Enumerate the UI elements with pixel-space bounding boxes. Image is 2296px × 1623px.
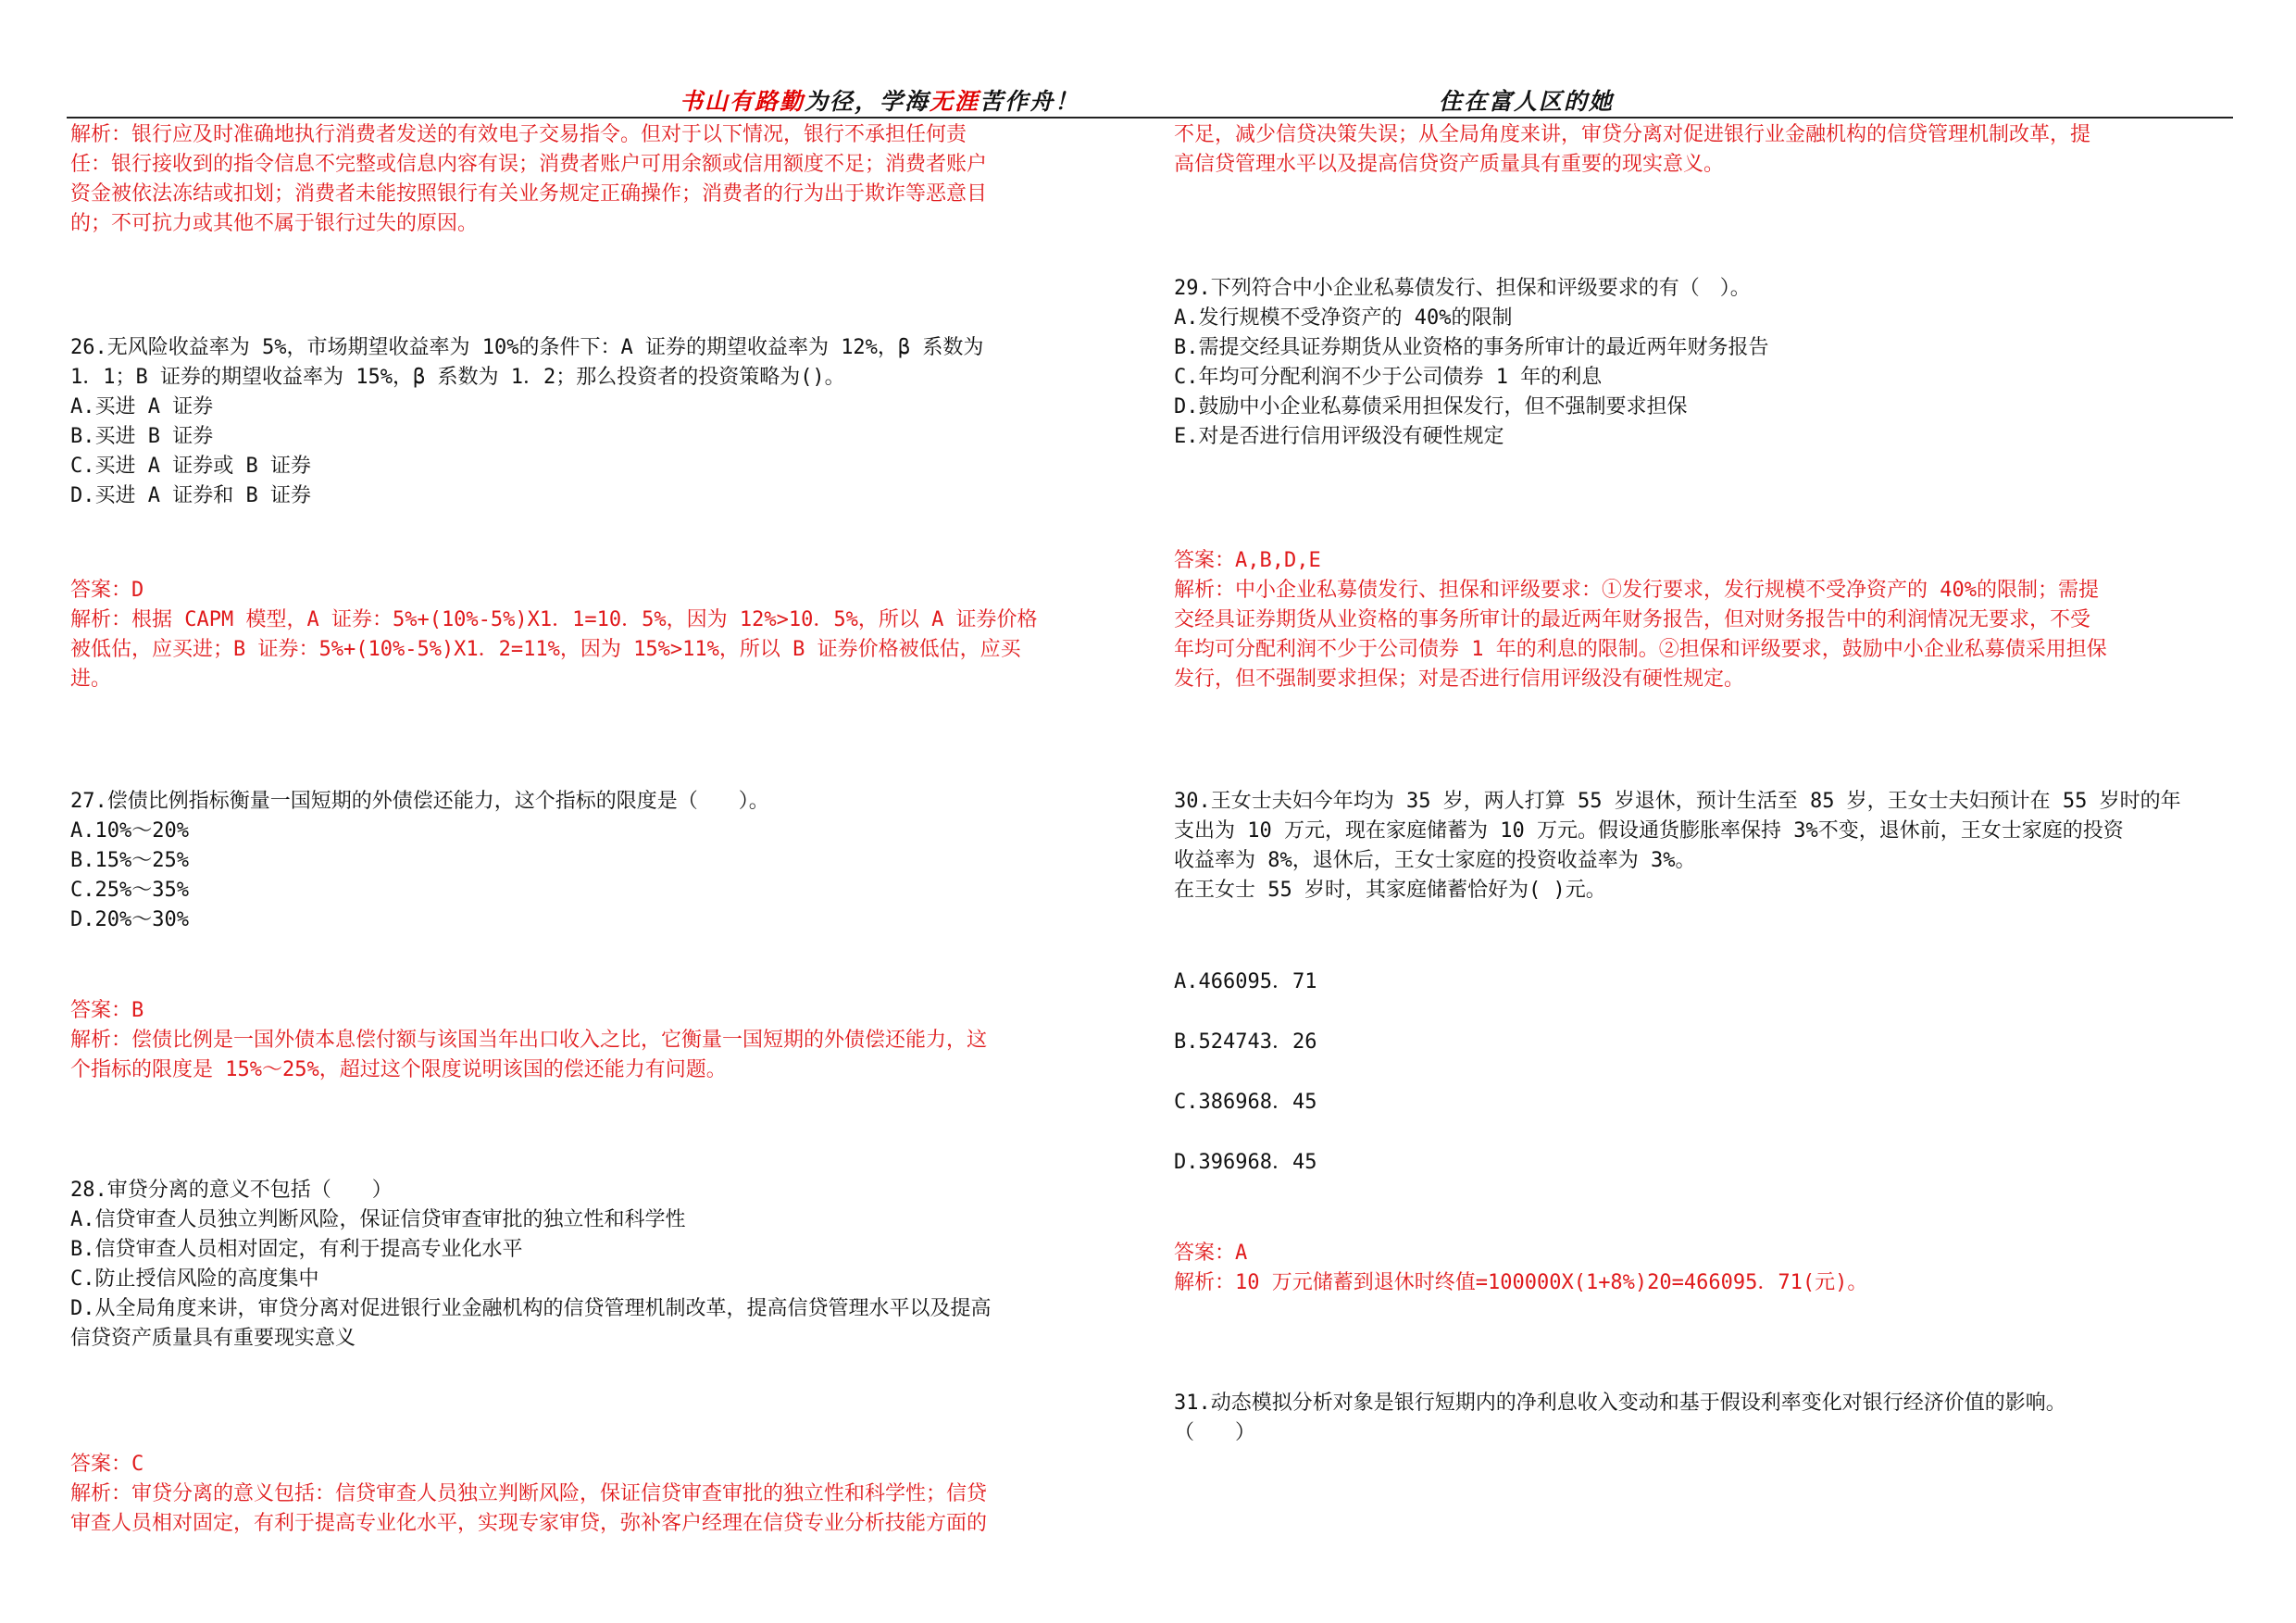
options-list [70, 1205, 1135, 1354]
motto-right: 住在富人区的她 [1439, 88, 1615, 115]
text-line: 1．1；B 证券的期望收益率为 15%，β 系数为 1．2；那么投资者的投资策略为()。 [70, 366, 845, 389]
motto-segment: 为径，学海 [805, 88, 930, 115]
q29-answer-block [1174, 546, 2239, 694]
text-line: 31.动态模拟分析对象是银行短期内的净利息收入变动和基于假设利率变化对银行经济价值的影响。 [1174, 1392, 2066, 1415]
option-c: C.386968．45 [1174, 1091, 1317, 1114]
text-line: 被低估，应买进；B 证券：5%+(10%-5%)X1．2=11%，因为 15%>11%，所以 B 证券价格被低估，应买 [70, 638, 1021, 661]
answer-label: 答案：B [70, 999, 144, 1022]
answer-label: 答案：C [70, 1453, 144, 1476]
option-item: C.25%～35% [70, 879, 189, 902]
header-rule [67, 117, 2233, 119]
option-item: A.信贷审查人员独立判断风险，保证信贷审查审批的独立性和科学性 [70, 1208, 686, 1231]
text-line: 资金被依法冻结或扣划；消费者未能按照银行有关业务规定正确操作；消费者的行为出于欺诈等恶意目 [70, 182, 988, 206]
option-a: A.466095．71 [1174, 970, 1317, 993]
text-line: 26.无风险收益率为 5%，市场期望收益率为 10%的条件下：A 证券的期望收益率为 12%，β 系数为 [70, 336, 984, 359]
text-line: 高信贷管理水平以及提高信贷资产质量具有重要的现实意义。 [1174, 153, 1725, 176]
motto-left [680, 87, 1079, 117]
option-d: D.396968．45 [1174, 1151, 1317, 1174]
text-line: 解析：根据 CAPM 模型，A 证券：5%+(10%-5%)X1．1=10．5%，因为 12%>10．5%，所以 A 证券价格 [70, 608, 1038, 631]
question-stem [1174, 1389, 2239, 1448]
option-item: D.20%～30% [70, 908, 189, 931]
option-item: A.买进 A 证券 [70, 395, 214, 418]
question-29 [1174, 274, 2239, 452]
options-list [1174, 304, 2239, 452]
q28-analysis-tail [1174, 120, 2239, 180]
answer-label: 答案：A [1174, 1242, 1248, 1265]
option-item: C.年均可分配利润不少于公司债券 1 年的利息 [1174, 366, 1603, 389]
analysis-text [70, 606, 1135, 694]
option-item: 信贷资产质量具有重要现实意义 [70, 1327, 356, 1350]
q30-answer-block [1174, 1239, 2239, 1298]
text-line: 交经具证券期货从业资格的事务所审计的最近两年财务报告，但对财务报告中的利润情况无要求，不受 [1174, 608, 2091, 631]
question-30 [1174, 787, 2239, 905]
option-item: A.发行规模不受净资产的 40%的限制 [1174, 306, 1513, 330]
text-line: 解析：10 万元储蓄到退休时终值=100000X(1+8%)20=466095．71(元)。 [1174, 1271, 1868, 1294]
text-line: 收益率为 8%，退休后，王女士家庭的投资收益率为 3%。 [1174, 849, 1696, 872]
analysis-text [70, 1026, 1135, 1085]
page-header [67, 81, 2233, 119]
option-item: B.15%～25% [70, 849, 189, 872]
text-line: 在王女士 55 岁时，其家庭储蓄恰好为( )元。 [1174, 879, 1606, 902]
question-26 [70, 333, 1135, 511]
question-27 [70, 787, 1135, 935]
text-line: 28.审贷分离的意义不包括（ ） [70, 1179, 393, 1202]
motto-segment: 书山有路 [680, 88, 780, 115]
option-item: E.对是否进行信用评级没有硬性规定 [1174, 425, 1504, 448]
text-line: 审查人员相对固定，有利于提高专业化水平，实现专家审贷，弥补客户经理在信贷专业分析技能方面的 [70, 1512, 988, 1535]
answer-label: 答案：A,B,D,E [1174, 549, 1321, 572]
text-line: 29.下列符合中小企业私募债发行、担保和评级要求的有（ ）。 [1174, 277, 1751, 300]
analysis-text [1174, 576, 2239, 694]
option-item: B.买进 B 证券 [70, 425, 214, 448]
motto-segment: 勤 [780, 88, 805, 115]
q28-answer-block [70, 1450, 1135, 1539]
option-item: D.买进 A 证券和 B 证券 [70, 484, 311, 507]
option-item: B.需提交经具证券期货从业资格的事务所审计的最近两年财务报告 [1174, 336, 1769, 359]
options-list [70, 393, 1135, 511]
text-line: 个指标的限度是 15%～25%，超过这个限度说明该国的偿还能力有问题。 [70, 1058, 727, 1081]
answer-label: 答案：D [70, 579, 144, 602]
options-list [70, 817, 1135, 935]
option-item: A.10%～20% [70, 819, 189, 843]
text-line: 任：银行接收到的指令信息不完整或信息内容有误；消费者账户可用余额或信用额度不足；消费者账户 [70, 153, 988, 176]
text-line: 进。 [70, 668, 112, 691]
question-31 [1174, 1389, 2239, 1448]
question-stem [70, 1176, 1135, 1205]
text-line: 解析：偿债比例是一国外债本息偿付额与该国当年出口收入之比，它衡量一国短期的外债偿还能力，这 [70, 1029, 988, 1052]
question-stem [1174, 274, 2239, 304]
option-b: B.524743．26 [1174, 1030, 1317, 1054]
q26-answer-block [70, 576, 1135, 694]
q27-answer-block [70, 996, 1135, 1085]
option-item: B.信贷审查人员相对固定，有利于提高专业化水平 [70, 1238, 523, 1261]
option-item: D.鼓励中小企业私募债采用担保发行，但不强制要求担保 [1174, 395, 1688, 418]
text-line: 解析：中小企业私募债发行、担保和评级要求：①发行要求，发行规模不受净资产的 40%的限制；需提 [1174, 579, 2099, 602]
text-line: 支出为 10 万元，现在家庭储蓄为 10 万元。假设通货膨胀率保持 3%不变，退休前，王女士家庭的投资 [1174, 819, 2124, 843]
text-line: 不足，减少信贷决策失误；从全局角度来讲，审贷分离对促进银行业金融机构的信贷管理机制改革，提 [1174, 123, 2091, 146]
text-line: 30.王女士夫妇今年均为 35 岁，两人打算 55 岁退休，预计生活至 85 岁，王女士夫妇预计在 55 岁时的年 [1174, 790, 2181, 813]
analysis-text [70, 1479, 1135, 1539]
question-28 [70, 1176, 1135, 1354]
option-item: D.从全局角度来讲，审贷分离对促进银行业金融机构的信贷管理机制改革，提高信贷管理水平以及提高 [70, 1297, 992, 1320]
text-line: 解析：审贷分离的意义包括：信贷审查人员独立判断风险，保证信贷审查审批的独立性和科学性；信贷 [70, 1482, 988, 1505]
question-stem [70, 333, 1135, 393]
text-line: 年均可分配利润不少于公司债券 1 年的利息的限制。②担保和评级要求，鼓励中小企业私募债采用担保 [1174, 638, 2107, 661]
text-line: （ ） [1174, 1421, 1256, 1444]
option-item: C.买进 A 证券或 B 证券 [70, 455, 311, 478]
text-line: 发行，但不强制要求担保；对是否进行信用评级没有硬性规定。 [1174, 668, 1745, 691]
question-stem [70, 787, 1135, 817]
analysis-text [1174, 1268, 2239, 1298]
text-line: 的；不可抗力或其他不属于银行过失的原因。 [70, 212, 479, 235]
motto-segment: 苦作舟！ [980, 88, 1080, 115]
text-line: 解析：银行应及时准确地执行消费者发送的有效电子交易指令。但对于以下情况，银行不承担任何责 [70, 123, 967, 146]
option-item: C.防止授信风险的高度集中 [70, 1267, 319, 1291]
question-stem [1174, 787, 2239, 905]
text-line: 27.偿债比例指标衡量一国短期的外债偿还能力，这个指标的限度是（ ）。 [70, 790, 769, 813]
motto-segment: 无涯 [930, 88, 980, 115]
q25-analysis-tail [70, 120, 1135, 239]
